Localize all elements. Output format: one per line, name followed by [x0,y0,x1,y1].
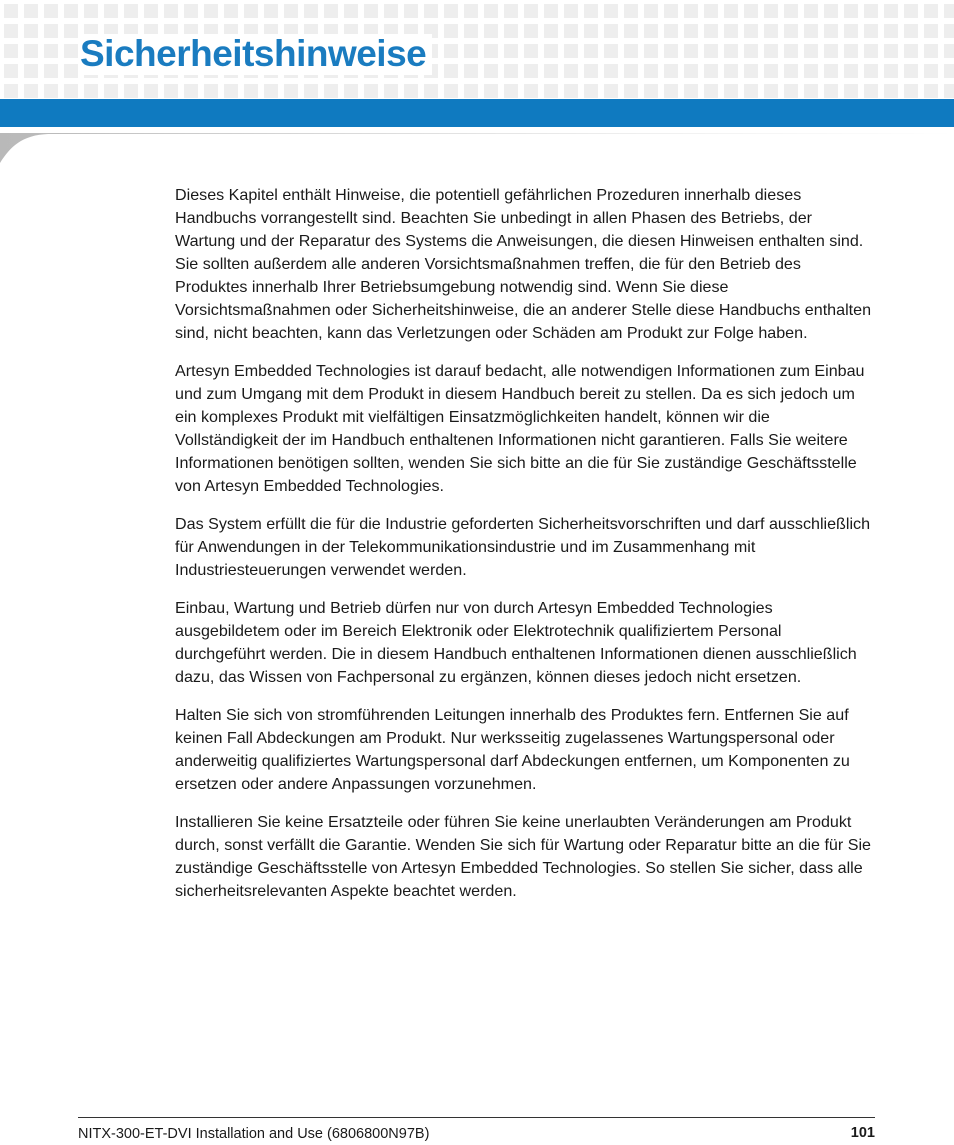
page-title: Sicherheitshinweise [78,34,432,75]
header-blue-bar [0,99,954,127]
footer-document-title: NITX-300-ET-DVI Installation and Use (6806800N97B) [78,1126,430,1142]
paragraph-4: Einbau, Wartung und Betrieb dürfen nur von durch Artesyn Embedded Technologies ausgebildetem oder im Bereich Elektronik oder Elektrotechnik qualifiziertem Personal durchgeführt werden. Die in diesem Handbuch enthaltenen Informationen dienen ausschließlich dazu, das Wissen von Fachpersonal zu ergänzen, können dieses jedoch nicht ersetzen. [175,599,857,686]
footer-rule [78,1117,875,1118]
body-text [175,184,875,918]
paragraph-6: Installieren Sie keine Ersatzteile oder führen Sie keine unerlaubten Veränderungen am Produkt durch, sonst verfällt die Garantie. Wenden Sie sich für Wartung oder Reparatur bitte an die für Sie zuständige Geschäftsstelle von Artesyn Embedded Technologies. So stellen Sie sicher, dass alle sicherheitsrelevanten Aspekte beachtet werden. [175,813,871,900]
paragraph-1: Dieses Kapitel enthält Hinweise, die potentiell gefährlichen Prozeduren innerhalb dieses Handbuchs vorrangestellt sind. Beachten Sie unbedingt in allen Phasen des Betriebs, der Wartung und der Reparatur des Systems die Anweisungen, die diesen Hinweisen enthalten sind. Sie sollten außerdem alle anderen Vorsichtsmaßnahmen treffen, die für den Betrieb des Produktes innerhalb Ihrer Betriebsumgebung notwendig sind. Wenn Sie diese Vorsichtsmaßnahmen oder Sicherheitshinweise, die an anderer Stelle diese Handbuchs enthalten sind, nicht beachten, kann das Verletzungen oder Schäden am Produkt zur Folge haben. [175,186,872,342]
paragraph-2: Artesyn Embedded Technologies ist darauf bedacht, alle notwendigen Informationen zum Einbau und zum Umgang mit dem Produkt in diesem Handbuch bereit zu stellen. Da es sich jedoch um ein komplexes Produkt mit vielfältigen Einsatzmöglichkeiten handelt, können wir die Vollständigkeit der im Handbuch enthaltenen Informationen nicht garantieren. Falls Sie weitere Informationen benötigen sollten, wenden Sie sich bitte an die für Sie zuständige Geschäftsstelle von Artesyn Embedded Technologies. [175,362,865,495]
header-gray-swoosh [0,133,954,163]
paragraph-3: Das System erfüllt die für die Industrie geforderten Sicherheitsvorschriften und darf ausschließlich für Anwendungen in der Telekommunikationsindustrie und im Zusammenhang mit Industriesteuerungen verwendet werden. [175,515,871,579]
page-number: 101 [850,1125,875,1141]
paragraph-5: Halten Sie sich von stromführenden Leitungen innerhalb des Produktes fern. Entfernen Sie auf keinen Fall Abdeckungen am Produkt. Nur werksseitig zugelassenes Wartungspersonal oder anderweitig qualifiziertes Wartungspersonal darf Abdeckungen entfernen, um Komponenten zu ersetzen oder andere Anpassungen vorzunehmen. [175,706,850,793]
